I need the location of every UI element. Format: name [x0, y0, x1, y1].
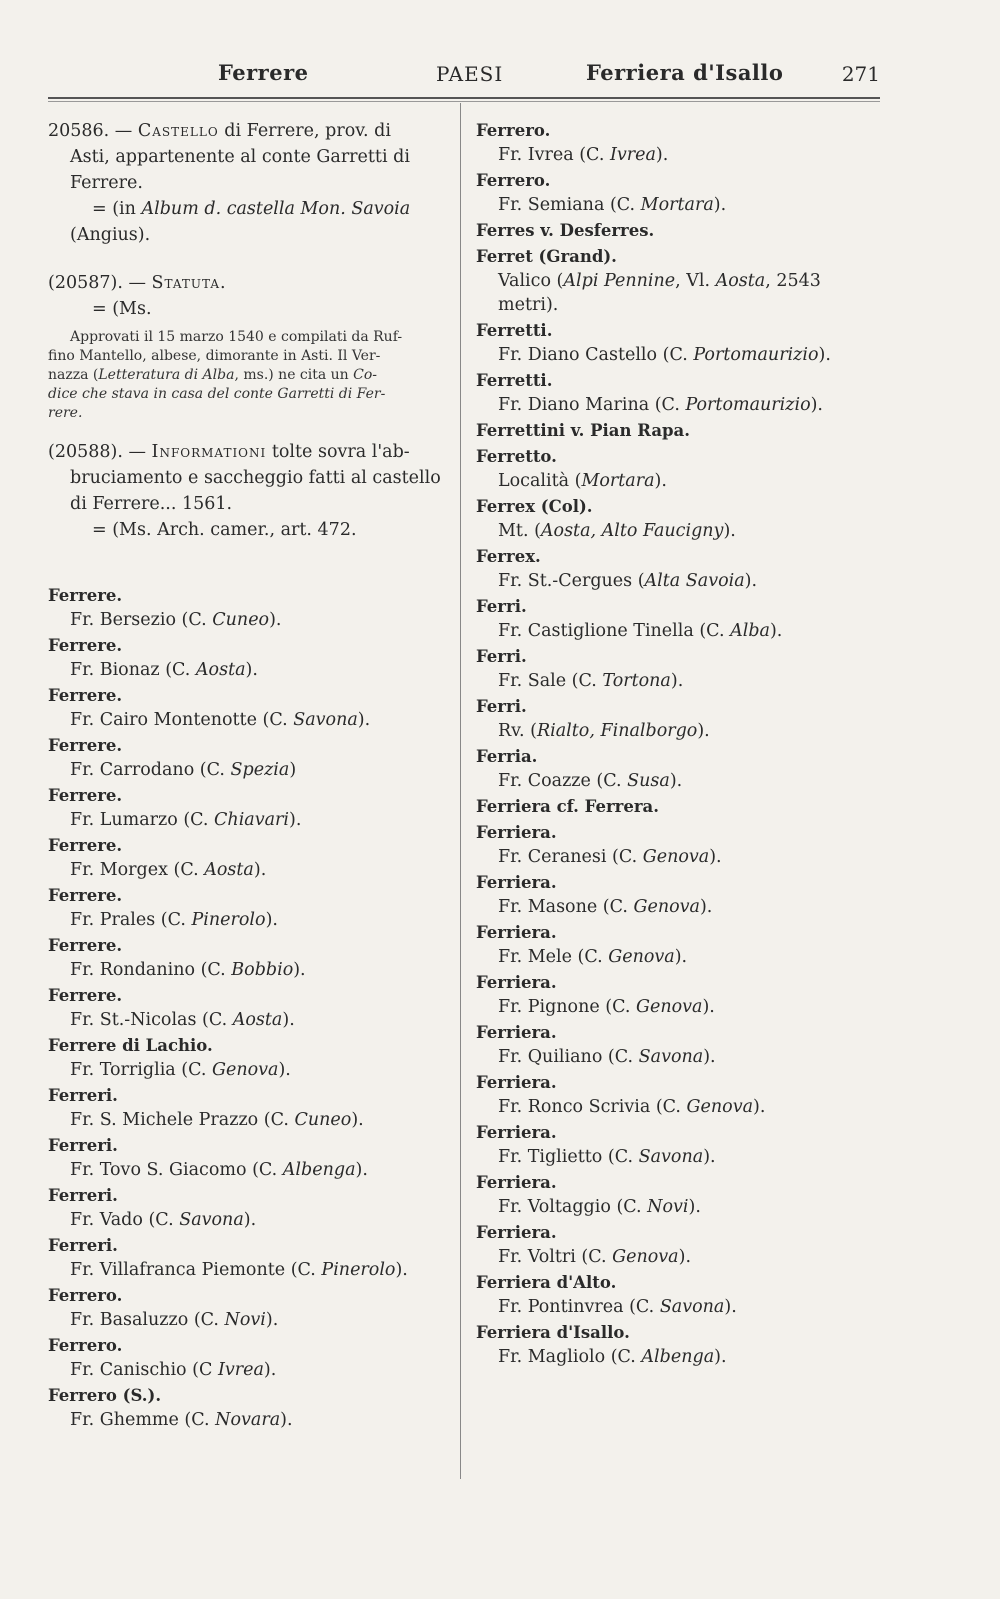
- gazetteer-entry: [476, 594, 886, 644]
- location-name: Novi: [647, 1197, 689, 1217]
- location-text: Fr. Carrodano (C.: [70, 760, 231, 780]
- gazetteer-entry: [48, 783, 448, 833]
- location-name: Savona: [638, 1047, 704, 1067]
- gazetteer-entry: [476, 368, 886, 418]
- gazetteer-entry: [476, 820, 886, 870]
- location-name: Genova: [642, 847, 710, 867]
- entry-heading: Ferrere.: [48, 636, 123, 655]
- entry-heading: Ferrero.: [476, 171, 551, 190]
- entry-heading: Ferrettini v. Pian Rapa.: [476, 421, 690, 440]
- location-name: Genova: [636, 997, 703, 1017]
- entry-heading: Ferrere.: [48, 736, 123, 755]
- doc-number: (20588).: [48, 442, 123, 462]
- entry-heading: Ferrero (S.).: [48, 1386, 162, 1405]
- entry-location: [476, 768, 886, 794]
- doc-text: tolte sovra l'ab-: [271, 442, 410, 462]
- entry-location: [48, 1057, 448, 1083]
- doc-title: Statuta.: [151, 273, 227, 293]
- gazetteer-entry: [48, 583, 448, 633]
- gazetteer-entry: [476, 744, 886, 794]
- location-text: Fr. Diano Marina (C.: [498, 395, 686, 415]
- location-text: ).: [702, 997, 715, 1017]
- location-text: Fr. Torriglia (C.: [70, 1060, 212, 1080]
- gazetteer-entry: [476, 1320, 886, 1370]
- entry-location: [476, 1044, 886, 1070]
- location-text: Fr. Semiana (C.: [498, 195, 641, 215]
- entry-heading: Ferriera.: [476, 1223, 557, 1242]
- location-name: Aosta: [232, 1010, 283, 1030]
- location-text: Fr. St.-Nicolas (C.: [70, 1010, 233, 1030]
- entry-heading: Ferriera.: [476, 1073, 557, 1092]
- entry-heading: Ferriera.: [476, 973, 557, 992]
- location-text: Fr. Magliolo (C.: [498, 1347, 642, 1367]
- location-text: ).: [269, 610, 282, 630]
- left-column: [48, 118, 448, 1433]
- page-header: [48, 60, 880, 94]
- location-text: ).: [355, 1160, 368, 1180]
- location-text: Fr. Pontinvrea (C.: [498, 1297, 660, 1317]
- gazetteer-entry: [476, 1020, 886, 1070]
- location-name: Genova: [633, 897, 700, 917]
- entry-heading: Ferrere.: [48, 886, 123, 905]
- location-text: Fr. Ivrea (C.: [498, 145, 610, 165]
- entry-heading: Ferrero.: [48, 1286, 123, 1305]
- location-text: ).: [253, 860, 267, 880]
- doc-text: di Ferrere... 1561.: [70, 494, 233, 514]
- note-line: [48, 366, 448, 385]
- location-name: Savona: [638, 1147, 704, 1167]
- entry-heading: Ferri.: [476, 597, 527, 616]
- location-text: Fr. Coazze (C.: [498, 771, 628, 791]
- location-text: ).: [697, 721, 710, 741]
- gazetteer-entry: [476, 418, 886, 444]
- location-text: Fr. Bersezio (C.: [70, 610, 213, 630]
- location-name: Pinerolo: [191, 910, 266, 930]
- entry-heading: Ferreri.: [48, 1186, 118, 1205]
- entry-heading: Ferreri.: [48, 1086, 118, 1105]
- entry-heading: Ferriera cf. Ferrera.: [476, 797, 659, 816]
- location-text: ): [289, 760, 297, 780]
- entry-heading: Ferres v. Desferres.: [476, 221, 655, 240]
- entry-heading: Ferret (Grand).: [476, 247, 617, 266]
- location-text: Valico (: [498, 271, 564, 291]
- gazetteer-entry: [476, 168, 886, 218]
- note-line: dice che stava in casa del conte Garretti di Fer-: [48, 386, 386, 402]
- location-text: ).: [744, 571, 758, 591]
- location-name: Tortona: [602, 671, 671, 691]
- doc-text: bruciamento e saccheggio fatti al castello: [70, 468, 441, 488]
- location-name: Albenga: [641, 1347, 715, 1367]
- location-text: ).: [245, 660, 258, 680]
- gazetteer-entry: [476, 644, 886, 694]
- entry-location: [476, 1144, 886, 1170]
- location-text: ).: [810, 395, 823, 415]
- doc-number: (20587).: [48, 273, 123, 293]
- entry-heading: Ferriera.: [476, 923, 557, 942]
- location-name: Cuneo: [294, 1110, 352, 1130]
- location-text: ).: [724, 1297, 737, 1317]
- location-text: ).: [678, 1247, 692, 1267]
- gazetteer-entry: [48, 883, 448, 933]
- doc-ref-title: Album d. castella Mon. Savoia: [141, 199, 411, 219]
- entry-location: [48, 657, 448, 683]
- location-text: Fr. Lumarzo (C.: [70, 810, 215, 830]
- entry-location: [48, 1207, 448, 1233]
- entry-heading: Ferrere.: [48, 986, 123, 1005]
- entry-location: [48, 857, 448, 883]
- note-line: rere.: [48, 405, 83, 421]
- entry-heading: Ferriera.: [476, 1023, 557, 1042]
- location-text: Fr. Pignone (C.: [498, 997, 637, 1017]
- entry-location: [476, 518, 886, 544]
- doc-ref: = (Ms.: [92, 299, 152, 319]
- note-text: Co-: [353, 367, 378, 383]
- location-text: Fr. Tiglietto (C.: [498, 1147, 639, 1167]
- location-name: Aosta: [204, 860, 254, 880]
- header-section: PAESI: [436, 62, 504, 86]
- note-line: fino Mantello, albese, dimorante in Asti. Il Ver-: [48, 348, 381, 364]
- location-text: ).: [243, 1210, 257, 1230]
- entry-location: [48, 957, 448, 983]
- location-text: ).: [395, 1260, 408, 1280]
- entry-location: [48, 907, 448, 933]
- location-text: ).: [655, 145, 669, 165]
- gazetteer-entry: [48, 1083, 448, 1133]
- header-first-entry: Ferrere: [218, 60, 309, 85]
- location-name: Alba: [730, 621, 770, 641]
- entry-location: [476, 1244, 886, 1270]
- gazetteer-entry: [48, 1333, 448, 1383]
- location-text: ).: [351, 1110, 364, 1130]
- entry-heading: Ferreri.: [48, 1136, 118, 1155]
- gazetteer-entry: [476, 118, 886, 168]
- entry-location: [476, 844, 886, 870]
- location-text: ).: [280, 1410, 293, 1430]
- entry-location: [476, 994, 886, 1020]
- entry-heading: Ferreri.: [48, 1236, 118, 1255]
- location-text: Fr. Morgex (C.: [70, 860, 205, 880]
- gazetteer-entry: [476, 920, 886, 970]
- location-name: Susa: [627, 771, 670, 791]
- location-name: Aosta: [195, 660, 246, 680]
- gazetteer-entry: [48, 733, 448, 783]
- entry-heading: Ferriera.: [476, 1123, 557, 1142]
- location-text: ).: [357, 710, 371, 730]
- location-name: Mortara: [581, 471, 655, 491]
- gazetteer-entry: [476, 1120, 886, 1170]
- right-entry-list: [476, 118, 886, 1370]
- entry-heading: Ferrere.: [48, 686, 123, 705]
- entry-heading: Ferriera d'Alto.: [476, 1273, 617, 1292]
- location-text: ).: [278, 1060, 291, 1080]
- location-text: Fr. Sale (C.: [498, 671, 603, 691]
- location-text: Fr. Voltaggio (C.: [498, 1197, 648, 1217]
- location-text: Fr. Tovo S. Giacomo (C.: [70, 1160, 283, 1180]
- entry-heading: Ferrere.: [48, 936, 123, 955]
- entry-location: [476, 568, 886, 594]
- location-text: ).: [265, 1310, 279, 1330]
- location-text: ).: [263, 1360, 277, 1380]
- location-text: ).: [709, 847, 722, 867]
- location-text: Fr. Basaluzzo (C.: [70, 1310, 225, 1330]
- gazetteer-entry: [476, 870, 886, 920]
- entry-location: [48, 1357, 448, 1383]
- location-text: Località (: [498, 471, 582, 491]
- location-text: ).: [703, 1047, 716, 1067]
- gazetteer-entry: [48, 1033, 448, 1083]
- gazetteer-entry: [48, 1133, 448, 1183]
- location-text: ).: [669, 771, 683, 791]
- gazetteer-entry: [476, 1070, 886, 1120]
- gazetteer-entry: [48, 933, 448, 983]
- location-text: Fr. Castiglione Tinella (C.: [498, 621, 731, 641]
- location-name: Genova: [608, 947, 675, 967]
- entry-location: [48, 1307, 448, 1333]
- location-name: Portomaurizio: [685, 395, 811, 415]
- entry-location: [476, 392, 886, 418]
- gazetteer-entry: [476, 794, 886, 820]
- location-text: ).: [289, 810, 302, 830]
- entry-location: [48, 607, 448, 633]
- note-text: nazza (: [48, 367, 99, 383]
- location-text: Fr. Ceranesi (C.: [498, 847, 643, 867]
- gazetteer-entry: [48, 1283, 448, 1333]
- location-name: Savona: [293, 710, 358, 730]
- entry-heading: Ferrere.: [48, 786, 123, 805]
- location-text: ).: [818, 345, 831, 365]
- location-name: Chiavari: [214, 810, 290, 830]
- header-last-entry: Ferriera d'Isallo: [586, 60, 784, 85]
- location-name: Spezia: [230, 760, 290, 780]
- entry-heading: Ferretti.: [476, 321, 553, 340]
- location-text: Fr. Rondanino (C.: [70, 960, 232, 980]
- entry-heading: Ferriera d'Isallo.: [476, 1323, 630, 1342]
- location-name: Novara: [215, 1410, 281, 1430]
- location-text: ).: [753, 1097, 766, 1117]
- note-line: Approvati il 15 marzo 1540 e compilati da Ruf-: [70, 329, 403, 345]
- location-text: Fr. Masone (C.: [498, 897, 634, 917]
- location-text: Fr. S. Michele Prazzo (C.: [70, 1110, 295, 1130]
- entry-heading: Ferri.: [476, 697, 527, 716]
- column-divider: [460, 103, 461, 1479]
- location-name: Cuneo: [212, 610, 270, 630]
- location-text: Fr. Canischio (C: [70, 1360, 218, 1380]
- entry-location: [48, 1407, 448, 1433]
- entry-heading: Ferriera.: [476, 1173, 557, 1192]
- entry-location: [476, 894, 886, 920]
- location-name: Ivrea: [609, 145, 656, 165]
- location-text: ).: [293, 960, 306, 980]
- document-entry: (20587). — Statuta. = (Ms. Approvati il 15 marzo 1540 e compilati da Ruf- fino Mantello, albese, dimorante in Asti. Il Ver- nazza (Letteratura di Alba, ms.) ne cita un Co- dice che stava in casa del conte Garretti di Fer- rere.: [48, 270, 448, 423]
- entry-heading: Ferriera.: [476, 823, 557, 842]
- location-text: metri).: [498, 295, 559, 315]
- entry-location: [48, 1157, 448, 1183]
- right-column: [476, 118, 886, 1370]
- location-text: Rv. (: [498, 721, 537, 741]
- gazetteer-entry: [476, 1220, 886, 1270]
- gazetteer-entry: [476, 970, 886, 1020]
- location-text: ).: [769, 621, 783, 641]
- entry-location: [476, 192, 886, 218]
- page-number: 271: [841, 62, 880, 86]
- location-text: ).: [674, 947, 688, 967]
- left-entry-list: [48, 583, 448, 1433]
- location-text: Fr. Voltri (C.: [498, 1247, 613, 1267]
- entry-location: [48, 1107, 448, 1133]
- location-text: ).: [723, 521, 736, 541]
- location-name: Rialto, Finalborgo: [536, 721, 698, 741]
- entry-heading: Ferriera.: [476, 873, 557, 892]
- gazetteer-entry: [476, 544, 886, 594]
- doc-text: di Ferrere, prov. di: [224, 121, 391, 141]
- location-text: ).: [688, 1197, 701, 1217]
- header-rule: [48, 97, 880, 99]
- location-name: Pinerolo: [321, 1260, 396, 1280]
- entry-location: [476, 718, 886, 744]
- location-text: Mt. (: [498, 521, 541, 541]
- entry-location: [48, 1257, 448, 1283]
- location-name: Genova: [212, 1060, 279, 1080]
- gazetteer-entry: [476, 494, 886, 544]
- gazetteer-entry: [476, 1270, 886, 1320]
- entry-location: [476, 1094, 886, 1120]
- document-entry: (20588). — Informationi tolte sovra l'ab- bruciamento e saccheggio fatti al castello di Ferrere... 1561. = (Ms. Arch. camer., art. 472.: [48, 439, 448, 543]
- location-text: ).: [670, 671, 684, 691]
- gazetteer-entry: [476, 1170, 886, 1220]
- location-name: Aosta: [715, 271, 766, 291]
- location-text: ).: [265, 910, 278, 930]
- location-name: Savona: [659, 1297, 725, 1317]
- location-text: Fr. Villafranca Piemonte (C.: [70, 1260, 322, 1280]
- location-name: Genova: [686, 1097, 754, 1117]
- location-name: Novi: [224, 1310, 266, 1330]
- entry-location: [48, 757, 448, 783]
- entry-heading: Ferrex (Col).: [476, 497, 593, 516]
- location-text: Fr. Ronco Scrivia (C.: [498, 1097, 687, 1117]
- note-text: , ms.) ne cita un: [234, 367, 349, 383]
- gazetteer-entry: [48, 983, 448, 1033]
- entry-heading: Ferrero.: [48, 1336, 123, 1355]
- note-text: Letteratura di Alba: [98, 367, 235, 383]
- entry-heading: Ferrere.: [48, 586, 123, 605]
- location-text: Fr. Diano Castello (C.: [498, 345, 694, 365]
- location-text: Fr. St.-Cergues (: [498, 571, 645, 591]
- entry-location: [48, 707, 448, 733]
- location-text: Fr. Ghemme (C.: [70, 1410, 216, 1430]
- location-name: Albenga: [282, 1160, 356, 1180]
- location-name: Mortara: [640, 195, 714, 215]
- doc-text: Ferrere.: [70, 173, 143, 193]
- entry-location: [476, 268, 886, 294]
- gazetteer-entry: [476, 218, 886, 244]
- doc-text: Asti, appartenente al conte Garretti di: [70, 147, 410, 167]
- doc-note: [48, 328, 448, 423]
- entry-heading: Ferretto.: [476, 447, 557, 466]
- location-text: , Vl.: [675, 271, 716, 291]
- location-text: Fr. Bionaz (C.: [70, 660, 196, 680]
- location-text: ).: [654, 471, 667, 491]
- location-text: ).: [282, 1010, 295, 1030]
- entry-location: [48, 1007, 448, 1033]
- entry-location: [476, 1194, 886, 1220]
- entry-location: [476, 668, 886, 694]
- gazetteer-entry: [48, 1183, 448, 1233]
- gazetteer-entry: [476, 444, 886, 494]
- gazetteer-entry: [476, 694, 886, 744]
- location-text: Fr. Mele (C.: [498, 947, 609, 967]
- entry-location: [476, 944, 886, 970]
- location-name: Bobbio: [231, 960, 294, 980]
- location-text: ).: [714, 1347, 727, 1367]
- gazetteer-entry: [48, 833, 448, 883]
- location-text: Fr. Prales (C.: [70, 910, 192, 930]
- entry-location: [48, 807, 448, 833]
- location-text: Fr. Vado (C.: [70, 1210, 180, 1230]
- location-text: Fr. Cairo Montenotte (C.: [70, 710, 294, 730]
- location-name: Savona: [179, 1210, 244, 1230]
- location-name: Genova: [612, 1247, 679, 1267]
- entry-heading: Ferrere.: [48, 836, 123, 855]
- entry-location: [476, 1344, 886, 1370]
- gazetteer-entry: [48, 1383, 448, 1433]
- location-text: Fr. Quiliano (C.: [498, 1047, 639, 1067]
- location-text: , 2543: [765, 271, 821, 291]
- entry-location: [476, 618, 886, 644]
- location-name: Ivrea: [217, 1360, 264, 1380]
- entry-heading: Ferri.: [476, 647, 527, 666]
- entry-heading: Ferria.: [476, 747, 538, 766]
- entry-heading: Ferrere di Lachio.: [48, 1036, 213, 1055]
- gazetteer-entry: [48, 1233, 448, 1283]
- entry-heading: Ferretti.: [476, 371, 553, 390]
- doc-title: Castello: [137, 121, 219, 141]
- header-rule-thin: [48, 101, 880, 102]
- doc-number: 20586.: [48, 121, 110, 141]
- doc-ref: = (Ms. Arch. camer., art. 472.: [92, 520, 357, 540]
- doc-ref: (Angius).: [70, 225, 151, 245]
- gazetteer-entry: [476, 318, 886, 368]
- location-name: Alpi Pennine: [563, 271, 676, 291]
- location-text: ).: [703, 1147, 716, 1167]
- entry-location: [476, 142, 886, 168]
- document-entry: 20586. — Castello di Ferrere, prov. di Asti, appartenente al conte Garretti di Ferrere. = (in Album d. castella Mon. Savoia (Angius).: [48, 118, 448, 248]
- gazetteer-entry: [48, 683, 448, 733]
- doc-ref: = (in: [92, 199, 136, 219]
- entry-location: [476, 342, 886, 368]
- entry-heading: Ferrex.: [476, 547, 541, 566]
- gazetteer-entry: [48, 633, 448, 683]
- entry-location: [476, 1294, 886, 1320]
- location-name: Alta Savoia: [644, 571, 745, 591]
- gazetteer-entry: [476, 244, 886, 318]
- location-name: Portomaurizio: [693, 345, 819, 365]
- location-name: Aosta, Alto Faucigny: [540, 521, 724, 541]
- entry-location: [476, 468, 886, 494]
- doc-title: Informationi: [151, 442, 267, 462]
- location-text: ).: [699, 897, 713, 917]
- entry-heading: Ferrero.: [476, 121, 551, 140]
- location-text: ).: [713, 195, 727, 215]
